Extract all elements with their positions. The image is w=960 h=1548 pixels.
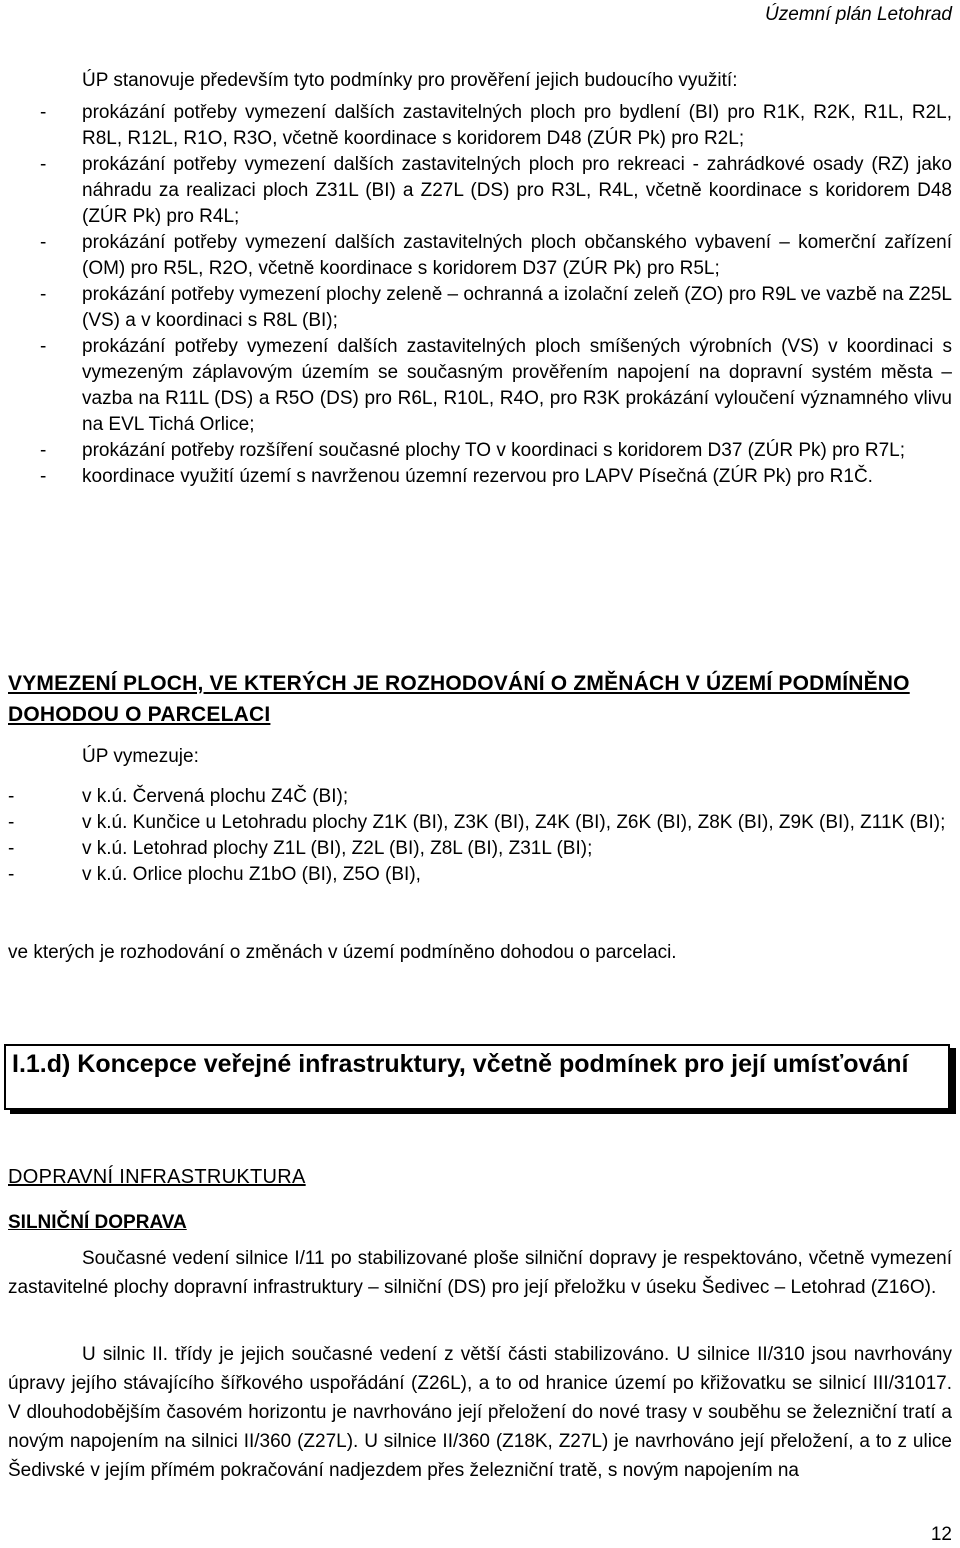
document-header: Územní plán Letohrad — [765, 4, 952, 25]
list-item: - koordinace využití území s navrženou územní rezervou pro LAPV Písečná (ZÚR Pk) pro R1Č. — [40, 464, 952, 490]
list-item: - v k.ú. Červená plochu Z4Č (BI); — [8, 784, 952, 810]
intro-text: ÚP stanovuje především tyto podmínky pro prověření jejich budoucího využití: — [82, 70, 738, 91]
list-item: - prokázání potřeby vymezení dalších zastavitelných ploch občanského vybavení – komerční zařízení (OM) pro R5L, R2O, včetně koordinace s koridorem D37 (ZÚR Pk) pro R5L; — [40, 230, 952, 282]
road-heading: SILNIČNÍ DOPRAVA — [8, 1212, 187, 1233]
list-item: - v k.ú. Letohrad plochy Z1L (BI), Z2L (BI), Z8L (BI), Z31L (BI); — [8, 836, 952, 862]
page-number: 12 — [930, 1524, 952, 1545]
list-item: - v k.ú. Orlice plochu Z1bO (BI), Z5O (BI), — [8, 862, 952, 888]
section-heading: VYMEZENÍ PLOCH, VE KTERÝCH JE ROZHODOVÁNÍ O ZMĚNÁCH V ÚZEMÍ PODMÍNĚNO DOHODOU O PARCELACI — [8, 672, 910, 726]
chapter-heading: I.1.d) Koncepce veřejné infrastruktury, včetně podmínek pro její umísťování — [4, 1044, 950, 1110]
transport-heading: DOPRAVNÍ INFRASTRUKTURA — [8, 1166, 306, 1188]
conditions-list — [40, 100, 952, 490]
list-item: - v k.ú. Kunčice u Letohradu plochy Z1K (BI), Z3K (BI), Z4K (BI), Z6K (BI), Z8K (BI), Z9K (BI), Z11K (BI); — [8, 810, 952, 836]
paragraph: U silnic II. třídy je jejich současné vedení z větší části stabilizováno. U silnice II/310 jsou navrhovány úpravy jejího stávajícího šířkového uspořádání (Z26L), a to od hranice území po křižovatku se silnicí III/31017. V dlouhodobějším časovém horizontu je navrhováno její přeložení do nové trasy v souběhu se železniční tratí a novým napojením na silnici II/360 (Z27L). U silnice II/360 (Z18K, Z27L) je navrhováno její přeložení, a to z ulice Šedivské v jejím přímém pokračování nadjezdem přes železniční tratě, s novým napojením na — [8, 1344, 952, 1481]
areas-closing-text: ve kterých je rozhodování o změnách v území podmíněno dohodou o parcelaci. — [8, 942, 677, 963]
list-item: - prokázání potřeby rozšíření současné plochy TO v koordinaci s koridorem D37 (ZÚR Pk) pro R7L; — [40, 438, 952, 464]
up-vymezuje-label: ÚP vymezuje: — [82, 746, 199, 767]
list-item: - prokázání potřeby vymezení dalších zastavitelných ploch pro bydlení (BI) pro R1K, R2K, R1L, R2L, R8L, R12L, R1O, R3O, včetně koordinace s koridorem D48 (ZÚR Pk) pro R2L; — [40, 100, 952, 152]
list-item: - prokázání potřeby vymezení dalších zastavitelných ploch smíšených výrobních (VS) v koordinaci s vymezeným záplavovým územím se současným prověřením napojení na dopravní systém města – vazba na R11L (DS) a R5O (DS) pro R6L, R10L, R4O, pro R3K prokázání vyloučení významného vlivu na EVL Tichá Orlice; — [40, 334, 952, 438]
areas-list — [8, 784, 952, 888]
list-item: - prokázání potřeby vymezení plochy zeleně – ochranná a izolační zeleň (ZO) pro R9L ve vazbě na Z25L (VS) a v koordinaci s R8L (BI); — [40, 282, 952, 334]
paragraph: Současné vedení silnice I/11 po stabilizované ploše silniční dopravy je respektováno, včetně vymezení zastavitelné plochy dopravní infrastruktury – silniční (DS) pro její přeložku v úseku Šedivec – Letohrad (Z16O). — [8, 1248, 952, 1298]
list-item: - prokázání potřeby vymezení dalších zastavitelných ploch pro rekreaci - zahrádkové osady (RZ) jako náhradu za realizaci ploch Z31L (BI) a Z27L (DS) pro R3L, R4L, včetně koordinace s koridorem D48 (ZÚR Pk) pro R4L; — [40, 152, 952, 230]
